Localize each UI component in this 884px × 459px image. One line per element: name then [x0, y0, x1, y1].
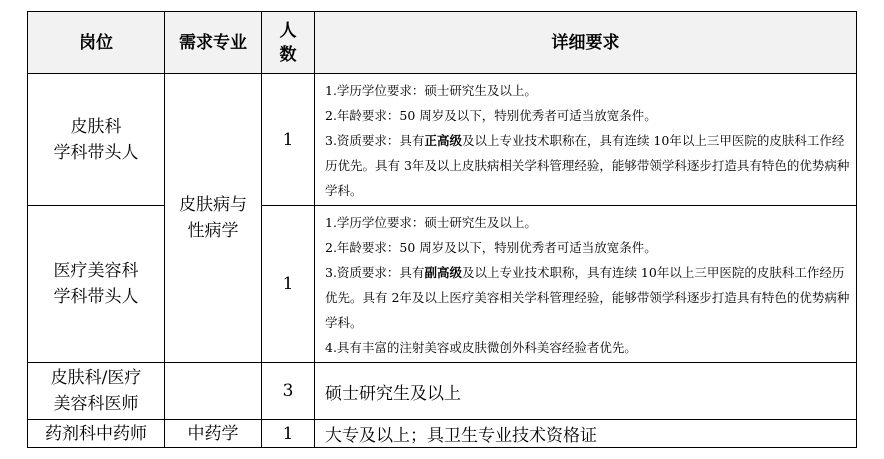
requirement-text: 3.资质要求：具有	[325, 133, 425, 148]
cell-position: 皮肤科 学科带头人	[28, 74, 165, 206]
table-row	[28, 206, 857, 363]
cell-count: 3	[262, 363, 315, 420]
recruitment-table	[27, 11, 857, 448]
cell-details: 硕士研究生及以上	[315, 363, 857, 420]
requirement-line: 1.学历学位要求：硕士研究生及以上。	[325, 83, 537, 98]
requirement-line	[325, 128, 850, 203]
table-row	[28, 363, 857, 420]
requirement-highlight: 副高级	[424, 265, 462, 280]
header-count	[262, 12, 315, 74]
requirement-text: 3.资质要求：具有	[325, 265, 425, 280]
cell-position: 医疗美容科 学科带头人	[28, 206, 165, 363]
cell-details: 大专及以上；具卫生专业技术资格证	[315, 420, 857, 448]
header-major: 需求专业	[165, 12, 262, 74]
header-position: 岗位	[28, 12, 165, 74]
cell-count: 1	[262, 74, 315, 206]
cell-details	[315, 74, 857, 206]
table-row	[28, 74, 857, 206]
header-row	[28, 12, 857, 74]
cell-count: 1	[262, 206, 315, 363]
requirement-line: 4.具有丰富的注射美容或皮肤微创外科美容经验者优先。	[325, 340, 637, 355]
requirement-text: 及以上专业技术职称，具有连续 10年以上三甲医院的皮肤科工作经历优先。具有 2年及以上医疗美容相关学科管理经验，能够带领学科逐步打造具有特色的优势病种学科。	[325, 265, 850, 330]
cell-position: 药剂科中药师	[28, 420, 165, 448]
cell-major-empty	[165, 363, 262, 420]
requirement-line: 2.年龄要求：50 周岁及以下，特别优秀者可适当放宽条件。	[325, 108, 657, 123]
header-count-text: 人数	[279, 20, 297, 65]
header-details: 详细要求	[315, 12, 857, 74]
table-row	[28, 420, 857, 448]
cell-position: 皮肤科/医疗 美容科医师	[28, 363, 165, 420]
requirement-line: 2.年龄要求：50 周岁及以下，特别优秀者可适当放宽条件。	[325, 240, 657, 255]
cell-major-shared: 皮肤病与 性病学	[165, 74, 262, 363]
requirement-highlight: 正高级	[424, 133, 462, 148]
requirement-line: 1.学历学位要求：硕士研究生及以上。	[325, 215, 537, 230]
cell-count: 1	[262, 420, 315, 448]
requirement-line	[325, 260, 850, 335]
requirement-text: 及以上专业技术职称在，具有连续 10年以上三甲医院的皮肤科工作经历优先。具有 3年及以上皮肤病相关学科管理经验，能够带领学科逐步打造具有特色的优势病种学科。	[325, 133, 850, 198]
cell-major: 中药学	[165, 420, 262, 448]
cell-details	[315, 206, 857, 363]
